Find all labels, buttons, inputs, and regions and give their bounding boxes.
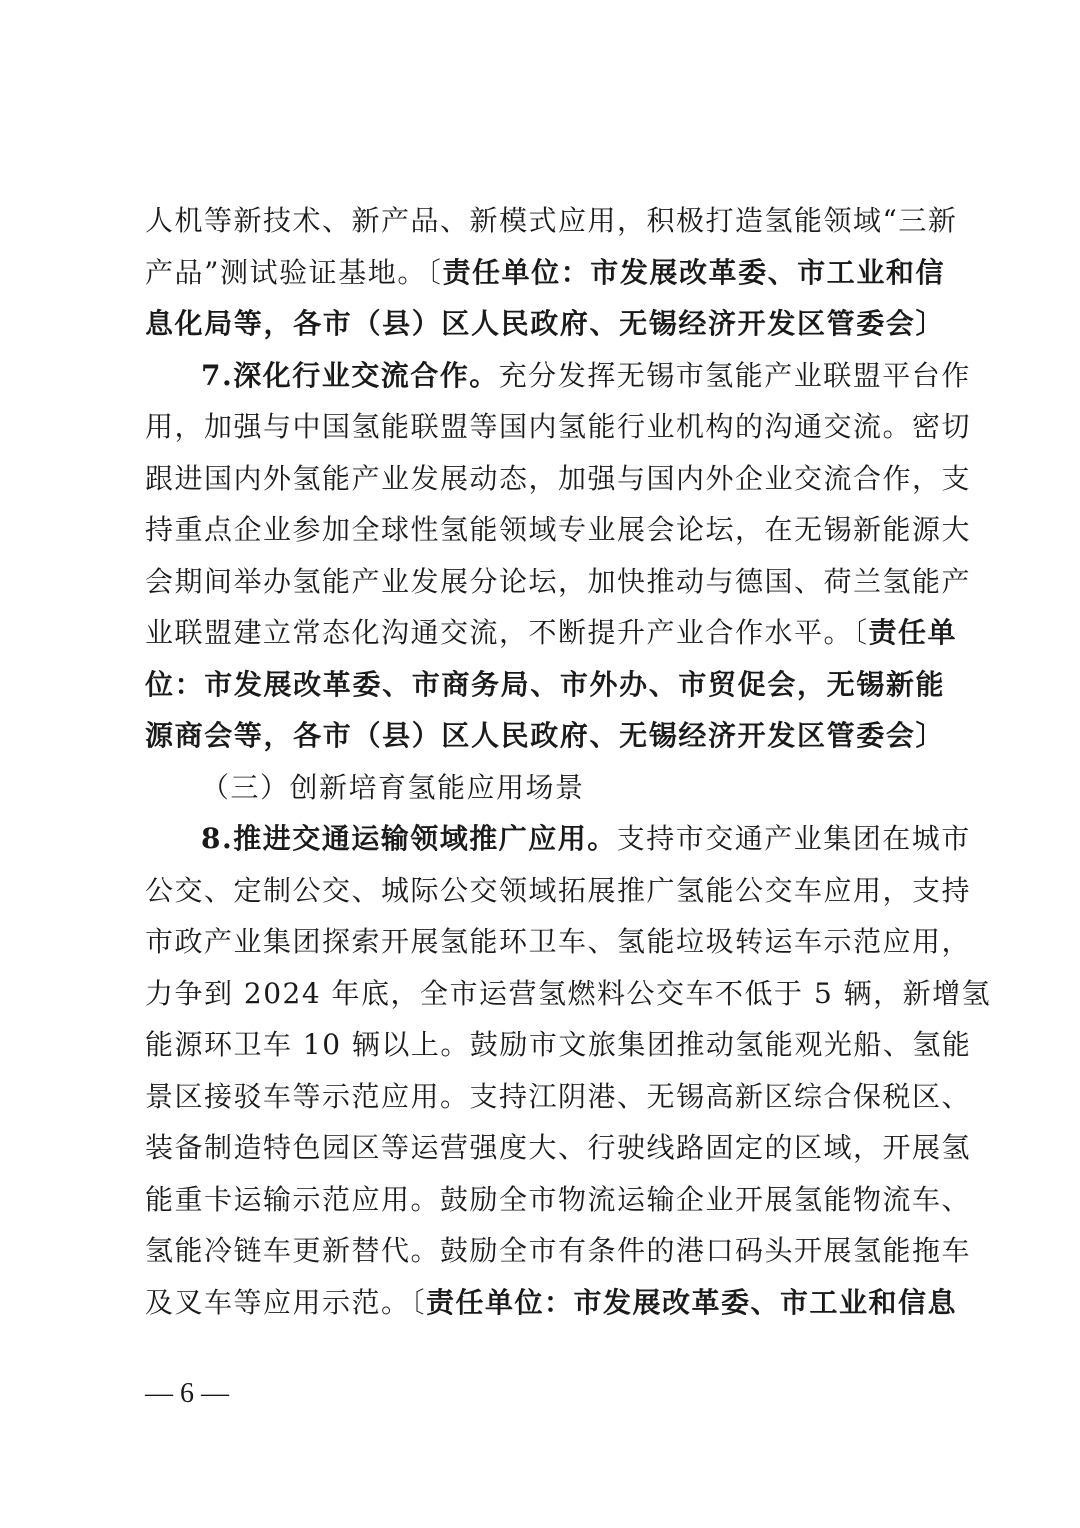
document-body xyxy=(145,195,992,1328)
paragraph-line: 能重卡运输示范应用。鼓励全市物流运输企业开展氢能物流车、 xyxy=(145,1182,972,1216)
responsible-unit: 责任单位：市发展改革委、市工业和信 xyxy=(442,255,945,289)
page-number: — 6 — xyxy=(145,1378,229,1409)
subsection-title: （三）创新培育氢能应用场景 xyxy=(201,770,585,804)
paragraph-line: 7.深化行业交流合作。充分发挥无锡市氢能产业联盟平台作 xyxy=(201,358,971,392)
paragraph-line: 会期间举办氢能产业发展分论坛，加快推动与德国、荷兰氢能产 xyxy=(145,564,972,598)
section-heading: 7.深化行业交流合作。 xyxy=(201,358,499,392)
paragraph-line: 市政产业集团探索开展氢能环卫车、氢能垃圾转运车示范应用， xyxy=(145,925,972,958)
paragraph-line xyxy=(145,298,945,350)
paragraph-line: 8.推进交通运输领域推广应用。支持市交通产业集团在城市 xyxy=(201,822,971,855)
paragraph-line: 产品”测试验证基地。〔责任单位：市发展改革委、市工业和信 xyxy=(145,255,945,289)
responsible-unit: 责任单位：市发展改革委、市工业和信息 xyxy=(426,1285,958,1319)
paragraph-line: 用，加强与中国氢能联盟等国内氢能行业机构的沟通交流。密切 xyxy=(145,410,972,443)
paragraph-line: 业联盟建立常态化沟通交流，不断提升产业合作水平。〔责任单 xyxy=(145,616,958,649)
paragraph-line: 公交、定制公交、城际公交领域拓展推广氢能公交车应用，支持 xyxy=(145,873,972,907)
paragraph-line: 能源环卫车 10 辆以上。鼓励市文旅集团推动氢能观光船、氢能 xyxy=(145,1028,972,1061)
section-heading: 8.推进交通运输领域推广应用。 xyxy=(201,822,617,855)
paragraph-line: 力争到 2024 年底，全市运营氢燃料公交车不低于 5 辆，新增氢 xyxy=(145,976,992,1010)
responsible-unit: 息化局等，各市（县）区人民政府、无锡经济开发区管委会〕 xyxy=(145,307,945,340)
responsible-unit: 位：市发展改革委、市商务局、市外办、市贸促会，无锡新能 xyxy=(145,667,945,701)
paragraph-line: 装备制造特色园区等运营强度大、行驶线路固定的区域，开展氢 xyxy=(145,1131,972,1164)
responsible-unit: 源商会等，各市（县）区人民政府、无锡经济开发区管委会〕 xyxy=(145,719,945,752)
paragraph-line: 氢能冷链车更新替代。鼓励全市有条件的港口码头开展氢能拖车 xyxy=(145,1234,972,1267)
paragraph-line: 及叉车等应用示范。〔责任单位：市发展改革委、市工业和信息 xyxy=(145,1285,958,1319)
paragraph-line: 人机等新技术、新产品、新模式应用，积极打造氢能领域“三新 xyxy=(145,204,958,237)
paragraph-line xyxy=(145,659,945,711)
paragraph-line: 景区接驳车等示范应用。支持江阴港、无锡高新区综合保税区、 xyxy=(145,1079,972,1113)
paragraph-line: 跟进国内外氢能产业发展动态，加强与国内外企业交流合作，支 xyxy=(145,461,972,495)
paragraph-line xyxy=(145,710,945,762)
responsible-unit: 责任单 xyxy=(868,616,958,649)
paragraph-line: 持重点企业参加全球性氢能领域专业展会论坛，在无锡新能源大 xyxy=(145,513,972,546)
